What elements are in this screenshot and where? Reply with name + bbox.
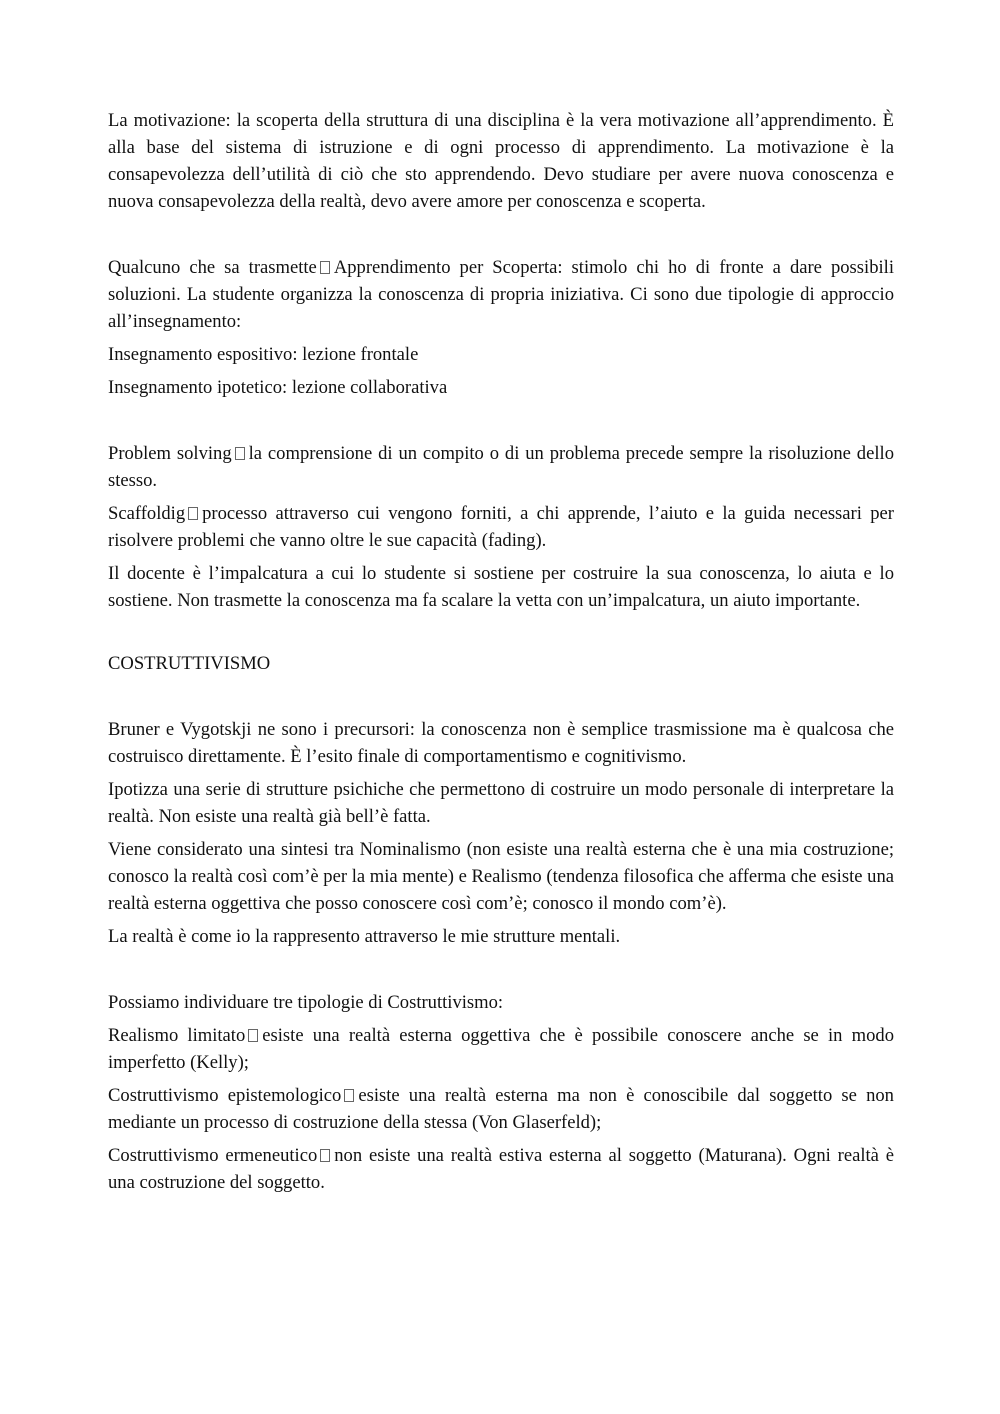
paragraph-realismo-limitato-text: esiste una realtà esterna oggettiva che è possibile conoscere anche se in modo imperfetto (Kelly);: [108, 1025, 895, 1073]
paragraph-rappresentazione: La realtà è come io la rappresento attraverso le mie strutture mentali.: [108, 926, 621, 947]
paragraph-motivazione: La motivazione: la scoperta della struttura di una disciplina è la vera motivazione all’apprendimento. È alla base del sistema di istruzione e di ogni processo di apprendimento. La motivazione è la consapevolezza dell’utilità di ciò che sto apprendendo. Devo studiare per avere nuova conoscenza e nuova consapevolezza della realtà, devo avere amore per conoscenza e scoperta.: [108, 110, 894, 212]
paragraph-spacer: [108, 956, 894, 989]
paragraph-realismo-limitato-lead: Realismo limitato: [108, 1025, 246, 1046]
missing-glyph-icon: [344, 1089, 354, 1102]
missing-glyph-icon: [320, 1149, 330, 1162]
paragraph-spacer: [108, 221, 894, 254]
paragraph-problem-solving: [108, 440, 894, 494]
paragraph-spacer: [108, 407, 894, 440]
paragraph-problem-solving-text: la comprensione di un compito o di un problema precede sempre la risoluzione dello stesso.: [108, 443, 894, 491]
paragraph-insegnamento-espositivo: Insegnamento espositivo: lezione frontale: [108, 344, 419, 365]
paragraph-costruttivismo-epistemologico-text: esiste una realtà esterna ma non è conoscibile dal soggetto se non mediante un processo di costruzione della stessa (Von Glaserfeld);: [108, 1085, 894, 1133]
paragraph-bruner-vygotskji: Bruner e Vygotskji ne sono i precursori: la conoscenza non è semplice trasmissione ma è qualcosa che costruisco direttamente. È l’esito finale di comportamentismo e cognitivismo.: [108, 719, 894, 767]
paragraph-costruttivismo-ermeneutico-lead: Costruttivismo ermeneutico: [108, 1145, 318, 1166]
paragraph-spacer: [108, 683, 894, 716]
paragraph-realismo-limitato: [108, 1022, 894, 1076]
paragraph-tipologie: Possiamo individuare tre tipologie di Costruttivismo:: [108, 992, 504, 1013]
missing-glyph-icon: [248, 1029, 258, 1042]
paragraph-scoperta-text: Apprendimento per Scoperta: stimolo chi ho di fronte a dare possibili soluzioni. La studente organizza la conoscenza di propria iniziativa. Ci sono due tipologie di approccio all’insegnamento:: [108, 257, 894, 332]
paragraph-docente: Il docente è l’impalcatura a cui lo studente si sostiene per costruire la sua conoscenza, lo aiuta e lo sostiene. Non trasmette la conoscenza ma fa scalare la vetta con un’impalcatura, un aiuto importante.: [108, 563, 894, 611]
missing-glyph-icon: [235, 447, 245, 460]
paragraph-scaffolding-text: processo attraverso cui vengono forniti, a chi apprende, l’aiuto e la guida necessari per risolvere problemi che vanno oltre le sue capacità (fading).: [108, 503, 894, 551]
paragraph-costruttivismo-ermeneutico-text: non esiste una realtà estiva esterna al soggetto (Maturana). Ogni realtà è una costruzione del soggetto.: [108, 1145, 894, 1193]
paragraph-costruttivismo-epistemologico-lead: Costruttivismo epistemologico: [108, 1085, 342, 1106]
paragraph-scaffolding: [108, 500, 894, 554]
paragraph-scoperta: [108, 254, 894, 335]
missing-glyph-icon: [188, 507, 198, 520]
paragraph-scaffolding-lead: Scaffoldig: [108, 503, 186, 524]
paragraph-costruttivismo-ermeneutico: [108, 1142, 894, 1196]
paragraph-costruttivismo-epistemologico: [108, 1082, 894, 1136]
section-heading: COSTRUTTIVISMO: [108, 653, 271, 674]
paragraph-problem-solving-lead: Problem solving: [108, 443, 232, 464]
paragraph-nominalismo-realismo: Viene considerato una sintesi tra Nominalismo (non esiste una realtà esterna che è una mia costruzione; conosco la realtà così com’è per la mia mente) e Realismo (tendenza filosofica che afferma che esiste una realtà esterna oggettiva che posso conoscere così com’è; conosco il mondo com’è).: [108, 839, 894, 914]
paragraph-scoperta-lead: Qualcuno che sa trasmette: [108, 257, 317, 278]
paragraph-strutture-psichiche: Ipotizza una serie di strutture psichiche che permettono di costruire un modo personale di interpretare la realtà. Non esiste una realtà già bell’è fatta.: [108, 779, 894, 827]
paragraph-spacer: [108, 620, 894, 650]
paragraph-insegnamento-ipotetico: Insegnamento ipotetico: lezione collaborativa: [108, 377, 448, 398]
document-page: [108, 107, 894, 1202]
missing-glyph-icon: [320, 261, 330, 274]
